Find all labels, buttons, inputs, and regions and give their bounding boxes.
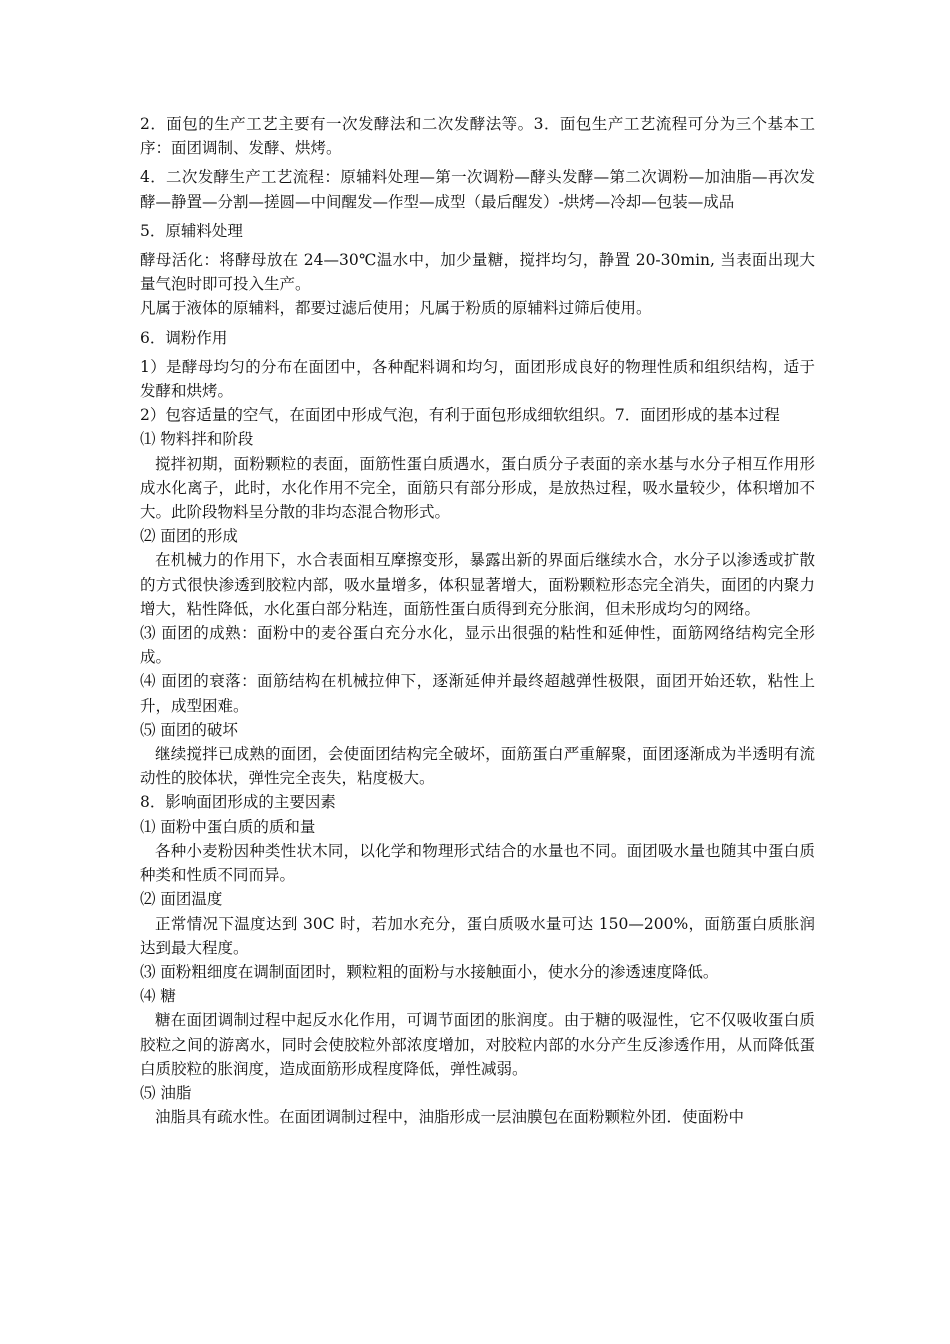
para-2: 4．二次发酵生产工艺流程：原辅料处理—第一次调粉—酵头发酵—第二次调粉—加油脂—再次发酵—静置—分割—搓圆—中间醒发—作型—成型（最后醒发）-烘烤—冷却—包装—成品 [140, 168, 815, 211]
subheading-1: ⑴ 物料拌和阶段 [140, 430, 254, 449]
para-1: 2．面包的生产工艺主要有一次发酵法和二次发酵法等。3．面包生产工艺流程可分为三个基本工序：面团调制、发酵、烘烤。 [140, 115, 815, 158]
factor-heading-2: ⑵ 面团温度 [140, 890, 223, 909]
para-stage-1: 搅拌初期，面粉颗粒的表面，面筋性蛋白质遇水，蛋白质分子表面的亲水基与水分子相互作用形成水化离子，此时，水化作用不完全，面筋只有部分形成，是放热过程，吸水量较少，体积增加不大。此阶段物料呈分散的非均态混合物形式。 [140, 454, 815, 522]
section-heading-5: 5．原辅料处理 [140, 221, 243, 240]
subheading-5: ⑸ 面团的破坏 [140, 720, 238, 739]
para-stage-5: 继续搅拌已成熟的面团，会使面团结构完全破坏，面筋蛋白严重解聚，面团逐渐成为半透明有流动性的胶体状，弹性完全丧失，粘度极大。 [140, 745, 815, 788]
factor-heading-1: ⑴ 面粉中蛋白质的质和量 [140, 817, 316, 836]
para-factor-3: ⑶ 面粉粗细度在调制面团时，颗粒粗的面粉与水接触面小，使水分的渗透速度降低。 [140, 962, 719, 981]
factor-heading-4: ⑷ 糖 [140, 987, 176, 1006]
para-filtering: 凡属于液体的原辅料，都要过滤后使用；凡属于粉质的原辅料过筛后使用。 [140, 299, 652, 318]
section-heading-8: 8．影响面团形成的主要因素 [140, 793, 336, 812]
para-stage-4: ⑷ 面团的衰落：面筋结构在机械拉伸下，逐渐延伸并最终超越弹性极限，面团开始还软，粘性上升，成型困难。 [140, 672, 815, 715]
para-stage-3: ⑶ 面团的成熟：面粉中的麦谷蛋白充分水化，显示出很强的粘性和延伸性，面筋网络结构完全形成。 [140, 624, 815, 667]
para-stage-2: 在机械力的作用下，水合表面相互摩擦变形，暴露出新的界面后继续水合，水分子以渗透或扩散的方式很快渗透到胶粒内部，吸水量增多，体积显著增大，面粉颗粒形态完全消失，面团的内聚力增大，粘性降低，水化蛋白部分粘连，面筋性蛋白质得到充分胀润，但未形成均匀的网络。 [140, 551, 815, 618]
factor-heading-5: ⑸ 油脂 [140, 1083, 192, 1102]
para-factor-1: 各种小麦粉因种类性状木同，以化学和物理形式结合的水量也不同。面团吸水量也随其中蛋白质种类和性质不同而异。 [140, 841, 815, 885]
para-mixing-1: 1）是酵母均匀的分布在面团中，各种配料调和均匀，面团形成良好的物理性质和组织结构，适于发酵和烘烤。 [140, 357, 815, 401]
para-yeast-activation: 酵母活化：将酵母放在 24—30℃温水中，加少量糖，搅拌均匀，静置 20-30min, 当表面出现大量气泡时即可投入生产。 [140, 251, 815, 294]
section-heading-6: 6．调粉作用 [140, 328, 228, 347]
subheading-2: ⑵ 面团的形成 [140, 527, 238, 546]
para-factor-5: 油脂具有疏水性。在面团调制过程中，油脂形成一层油膜包在面粉颗粒外团．使面粉中 [155, 1108, 745, 1127]
para-factor-4: 糖在面团调制过程中起反水化作用，可调节面团的胀润度。由于糖的吸湿性，它不仅吸收蛋白质胶粒之间的游离水，同时会使胶粒外部浓度增加，对胶粒内部的水分产生反渗透作用，从而降低蛋白质胶粒的胀润度，造成面筋形成程度降低，弹性减弱。 [140, 1011, 815, 1078]
document-body [140, 112, 815, 1129]
para-mixing-2: 2）包容适量的空气，在面团中形成气泡，有利于面包形成细软组织。7．面团形成的基本过程 [140, 406, 780, 425]
para-factor-2: 正常情况下温度达到 30C 时，若加水充分，蛋白质吸水量可达 150—200%，面筋蛋白质胀润达到最大程度。 [140, 914, 815, 957]
